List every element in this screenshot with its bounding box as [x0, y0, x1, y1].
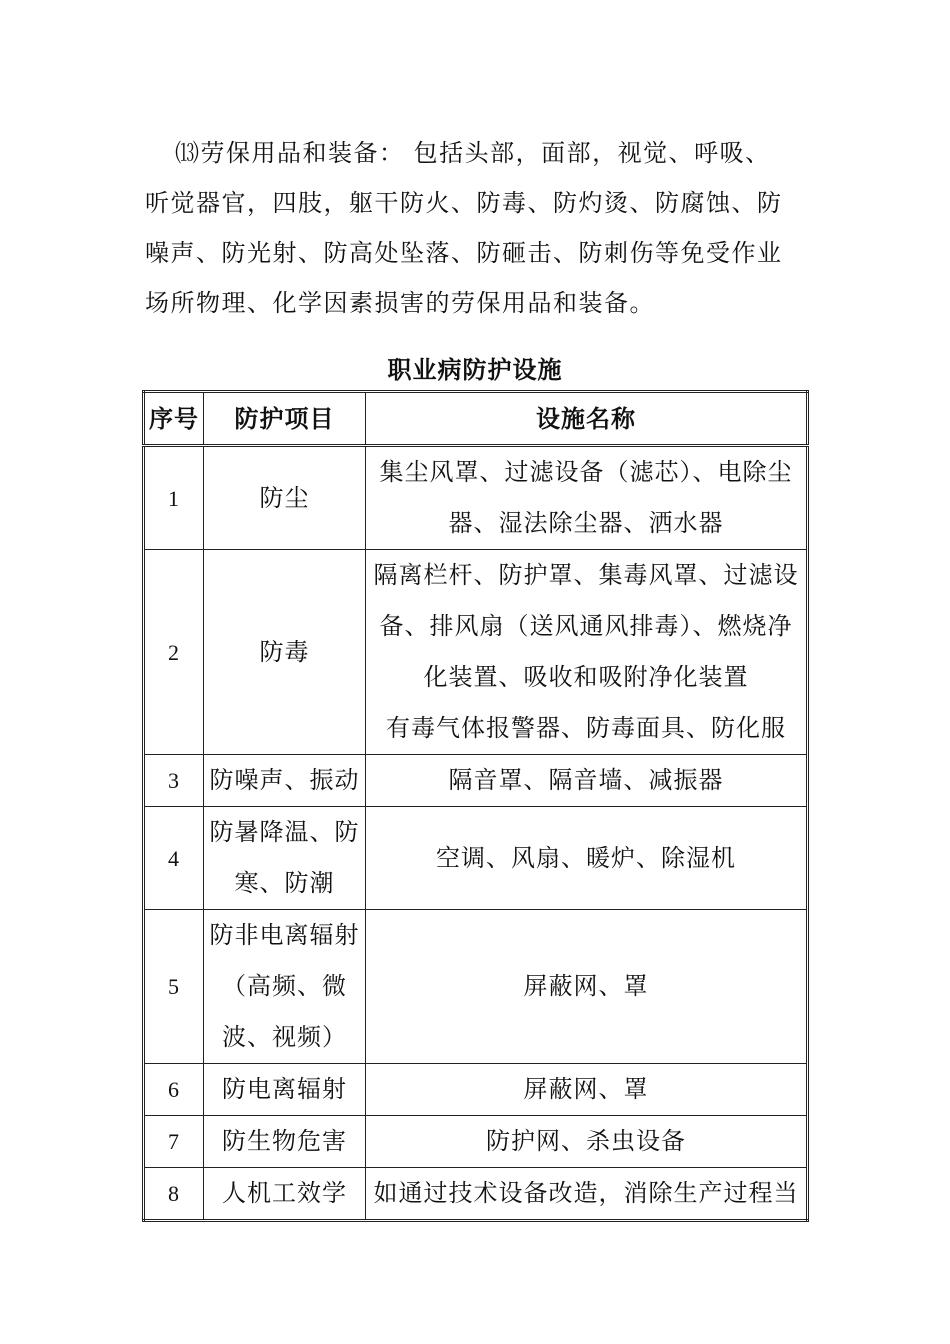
- protection-item: [204, 807, 366, 910]
- row-number: 4: [144, 807, 204, 910]
- protection-item-line: 防非电离辐射: [209, 921, 360, 949]
- facility-line: 如通过技术设备改造，消除生产过程当: [373, 1179, 799, 1207]
- paragraph-line: 噪声、防光射、防高处坠落、防砸击、防刺伤等免受作业: [145, 239, 783, 267]
- table-row: [144, 910, 808, 1064]
- header-item: 防护项目: [204, 392, 366, 446]
- paragraph-line: 场所物理、化学因素损害的劳保用品和装备。: [145, 289, 655, 317]
- facility-names: [366, 1168, 808, 1221]
- facility-line: 屏蔽网、罩: [523, 1075, 649, 1103]
- paragraph-line: ⒀劳保用品和装备： 包括头部，面部，视觉、呼吸、: [175, 139, 771, 167]
- protection-item: [204, 1168, 366, 1221]
- protection-item: [204, 446, 366, 550]
- protection-item-line: 波、视频）: [222, 1023, 347, 1051]
- facility-names: [366, 1064, 808, 1116]
- facility-line: 空调、风扇、暖炉、除湿机: [436, 843, 736, 872]
- protection-item-line: 人机工效学: [222, 1179, 347, 1207]
- facility-line: 隔音罩、隔音墙、减振器: [448, 766, 724, 794]
- protection-item-line: 防尘: [259, 483, 310, 512]
- table-row: [144, 807, 808, 910]
- row-number: 7: [144, 1116, 204, 1168]
- facility-line: 集尘风罩、过滤设备（滤芯）、电除尘: [379, 458, 793, 486]
- protection-item: [204, 755, 366, 807]
- table-row: [144, 446, 808, 550]
- protection-item-line: 防噪声、振动: [209, 766, 360, 794]
- facility-line: 备、排风扇（送风通风排毒）、燃烧净: [379, 612, 793, 640]
- facility-line: 屏蔽网、罩: [523, 972, 649, 1000]
- facility-line: 隔离栏杆、防护罩、集毒风罩、过滤设: [373, 561, 799, 589]
- table-row: [144, 1116, 808, 1168]
- facility-line: 器、湿法除尘器、洒水器: [448, 509, 724, 537]
- row-number: 6: [144, 1064, 204, 1116]
- row-number: 8: [144, 1168, 204, 1221]
- table-header-row: [144, 392, 808, 446]
- facility-names: [366, 807, 808, 910]
- protection-item-line: 防毒: [259, 637, 310, 666]
- facility-names: [366, 755, 808, 807]
- protection-item-line: （高频、微: [222, 972, 347, 1000]
- protection-facilities-table: [142, 390, 809, 1222]
- facility-line: 化装置、吸收和吸附净化装置: [423, 663, 749, 691]
- row-number: 3: [144, 755, 204, 807]
- protection-item: [204, 1116, 366, 1168]
- protection-item-line: 防生物危害: [222, 1127, 347, 1155]
- row-number: 5: [144, 910, 204, 1064]
- facility-line: 有毒气体报警器、防毒面具、防化服: [386, 714, 786, 742]
- intro-paragraph: [145, 128, 795, 328]
- protection-item-line: 防暑降温、防: [209, 818, 360, 846]
- protection-item-line: 防电离辐射: [222, 1075, 347, 1103]
- facility-line: 防护网、杀虫设备: [486, 1127, 686, 1155]
- header-no: 序号: [144, 392, 204, 446]
- protection-item: [204, 550, 366, 755]
- facility-names: [366, 446, 808, 550]
- table-row: [144, 1064, 808, 1116]
- protection-item: [204, 1064, 366, 1116]
- table-row: [144, 1168, 808, 1221]
- table-body: [144, 446, 808, 1221]
- facility-names: [366, 550, 808, 755]
- header-facility: 设施名称: [366, 392, 808, 446]
- table-row: [144, 550, 808, 755]
- protection-item-line: 寒、防潮: [234, 869, 335, 897]
- facility-names: [366, 910, 808, 1064]
- facility-names: [366, 1116, 808, 1168]
- table-row: [144, 755, 808, 807]
- paragraph-line: 听觉器官，四肢，躯干防火、防毒、防灼烫、防腐蚀、防: [145, 189, 783, 217]
- table-title: 职业病防护设施: [387, 355, 563, 384]
- protection-item: [204, 910, 366, 1064]
- row-number: 1: [144, 446, 204, 550]
- row-number: 2: [144, 550, 204, 755]
